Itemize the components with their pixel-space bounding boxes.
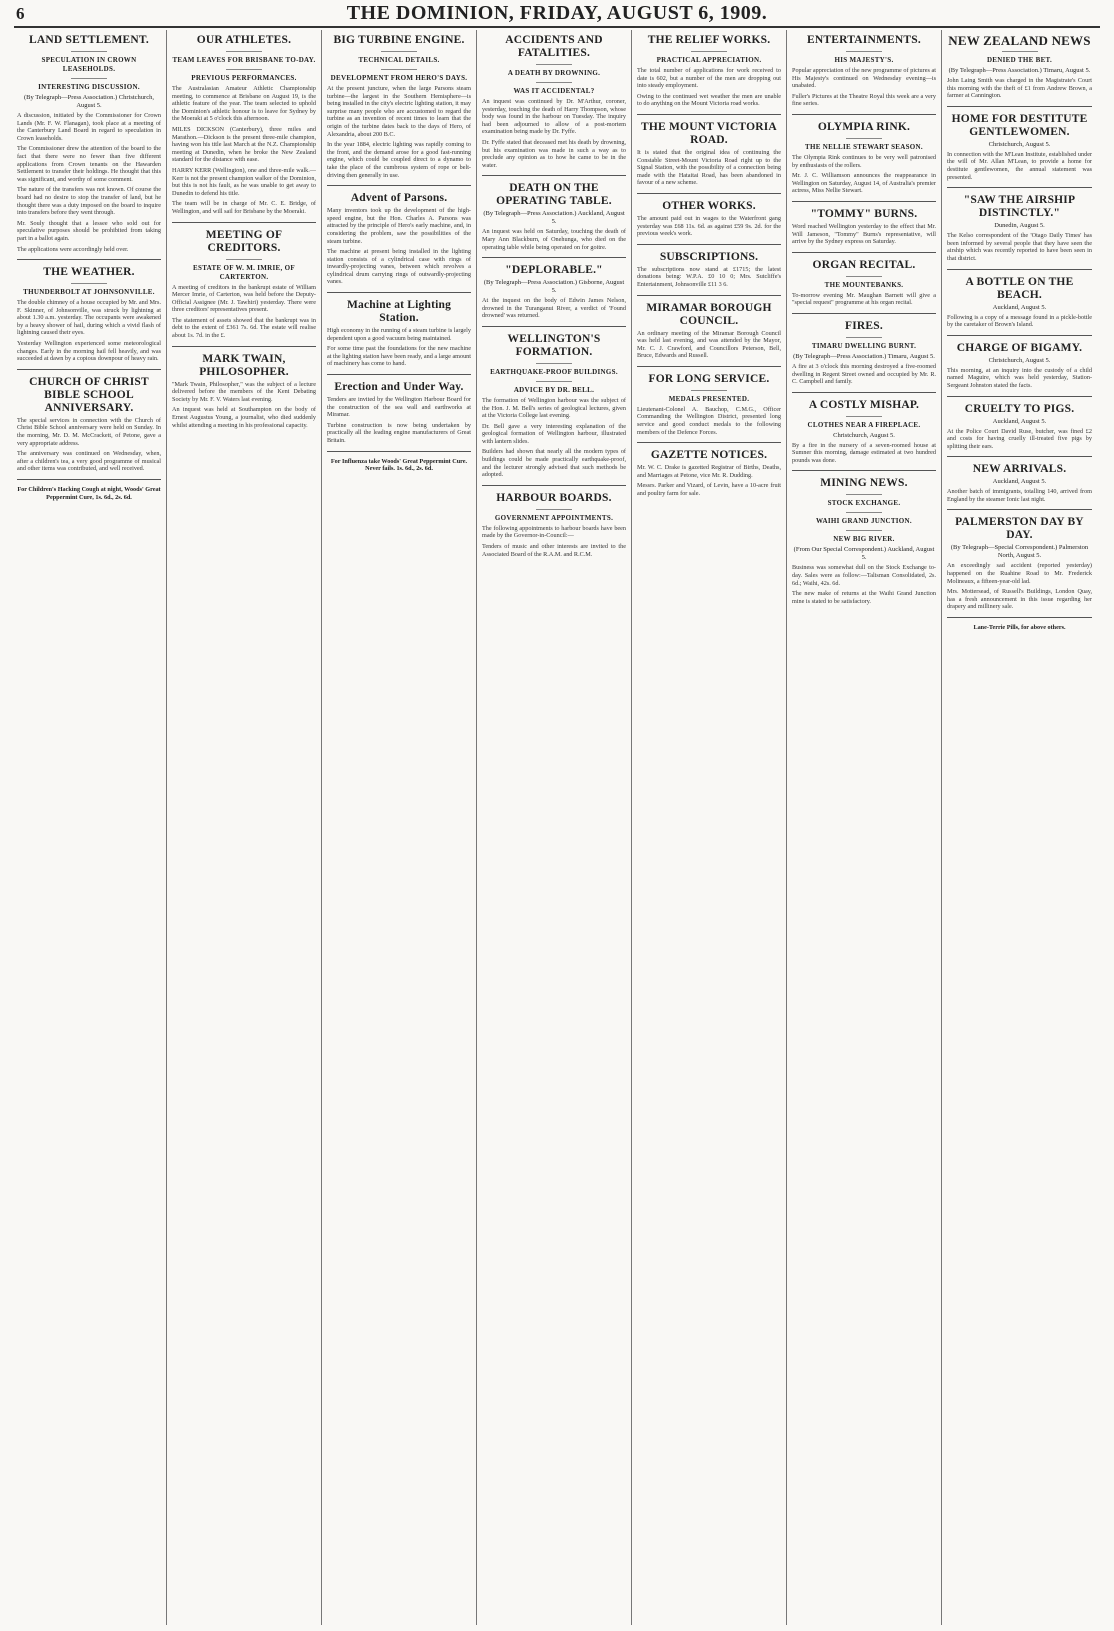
article-headline: HARBOUR BOARDS. [496,491,612,504]
article-paragraph: Lieutenant-Colonel A. Bauchop, C.M.G., Officer Commanding the Wellington District, presented long service and good conduct medals to the following members of the Defence Forces. [637,405,781,436]
article-subheading: STOCK EXCHANGE. [827,499,901,508]
article-headline: MINING NEWS. [820,477,908,490]
article-headline: Machine at Lighting Station. [346,299,452,325]
article-subheading: GOVERNMENT APPOINTMENTS. [494,513,614,522]
article-headline: OUR ATHLETES. [196,34,292,46]
article-paragraph: The Commissioner drew the attention of the board to the fact that there were no fewer than five different applications from Crown tenants on the Hawarden Settlement to transfer their holdings. He thought that this was significant, and worthy of some comment. [17,145,161,183]
article-paragraph: Another batch of immigrants, totalling 140, arrived from England by the steamer Ionic last night. [947,488,1092,503]
section-divider [17,369,161,370]
article-paragraph: The following appointments to harbour boards have been made by the Governor-in-Council:— [482,524,626,540]
section-divider [947,396,1092,397]
section-divider [637,244,781,245]
article-subheading: HIS MAJESTY'S. [834,56,894,64]
section-divider [327,374,471,375]
article-subheading: MEDALS PRESENTED. [668,394,750,403]
headline-rule [536,82,572,83]
article-paragraph: A discussion, initiated by the Commissioner for Crown Lands (Mr. F. W. Flanagan), took place at a meeting of the Canterbury Land Board in regard to speculation in Crown leaseholds. [17,112,161,142]
column-6 [787,30,942,1625]
article-paragraph: The special services in connection with the Church of Christ Bible School anniversary were held on Sunday. In the morning, Mr. D. M. McCrackett, of Petone, gave a very appropriate address. [17,416,161,447]
article-paragraph: This morning, at an inquiry into the custody of a child named Maguire, which was held yesterday, Station-Sergeant Johnston stated the facts. [947,366,1092,389]
article-paragraph: The machine at present being installed in the lighting station consists of a cylindrical case with rings of inwardly-projecting vanes, between which revolves a cylindrical drum carrying rings of outwardly-projecting vanes. [327,248,471,286]
article-headline: Erection and Under Way. [334,381,464,394]
column-2 [167,30,322,1625]
section-divider [17,259,161,260]
article-headline: THE MOUNT VICTORIA ROAD. [641,120,777,146]
headline-rule [691,390,727,391]
article-paragraph: The amount paid out in wages to the Waterfront gang yesterday was £68 11s. 6d. as against £59 9s. 2d. for the previous week's work. [637,214,781,238]
headline-rule [1002,51,1038,52]
article-headline: MIRAMAR BOROUGH COUNCIL. [646,301,772,327]
article-paragraph: The statement of assets showed that the bankrupt was in debt to the extent of £361 7s. 6d. The estate will realise about 1s. 7d. in the £. [172,316,316,340]
article-headline: "TOMMY" BURNS. [810,207,918,220]
article-paragraph: The Kelso correspondent of the 'Otago Daily Times' has been informed by several people that they have seen the airship which was recently reported to have been seen in that district. [947,232,1092,262]
headline-rule [536,363,572,364]
article-headline: CRUELTY TO PIGS. [964,402,1075,415]
article-subheading: ADVICE BY DR. BELL. [513,385,595,394]
article-dateline: Dunedin, August 5. [994,222,1045,230]
article-paragraph: The nature of the transfers was not known. Of course the board had no desire to stop the transfer of land, but he thought there was a duty imposed on the board to inquire into transfers before they went through. [17,186,161,217]
article-subheading: INTERESTING DISCUSSION. [38,83,140,91]
section-divider [947,335,1092,336]
headline-rule [846,416,882,417]
headline-rule [381,69,417,70]
column-7 [942,30,1097,1625]
section-divider [482,175,626,176]
footer-divider [17,479,161,480]
section-divider [947,106,1092,107]
article-headline: NEW ZEALAND NEWS [948,33,1091,48]
article-dateline: (From Our Special Correspondent.) Auckland, August 5. [793,546,935,562]
article-headline: ORGAN RECITAL. [812,258,916,271]
article-headline: FIRES. [845,319,883,332]
article-paragraph: The formation of Wellington harbour was the subject of the Hon. J. M. Bell's series of geological lectures, given at the Victoria College last evening. [482,396,626,420]
article-paragraph: Mr. Souly thought that a lessee who sold out for speculative purposes should be prohibited from taking part in a ballot again. [17,219,161,242]
headline-rule [71,78,107,79]
article-paragraph: Word reached Wellington yesterday to the effect that Mr. Will Jameson, "Tommy" Burns's representative, will arrive by the Sydney express on Saturday. [792,222,936,246]
headline-rule [536,64,572,65]
section-divider [792,392,936,393]
headline-rule [226,259,262,260]
headline-rule [536,381,572,382]
newspaper-title: THE DOMINION, FRIDAY, AUGUST 6, 1909. [346,2,768,24]
article-paragraph: Following is a copy of a message found in a pickle-bottle by the caretaker of Brown's Island. [947,313,1092,329]
article-paragraph: An ordinary meeting of the Miramar Borough Council was held last evening, and was attended by the Mayor, Mr. C. J. Crawford, and Councillors Peterson, Bell, Bruce, Edwards and Russell. [637,329,781,360]
article-paragraph: Mr. W. C. Drake is gazetted Registrar of Births, Deaths, and Marriages at Petone, vice Mr. R. Dudding. [637,464,781,479]
article-headline: THE WEATHER. [43,266,135,279]
article-subheading: DENIED THE BET. [986,56,1053,64]
columns [12,30,1102,1625]
article-subheading: PRACTICAL APPRECIATION. [656,56,762,64]
headline-rule [536,509,572,510]
headline-rule [846,276,882,277]
section-divider [637,442,781,443]
article-paragraph: Messrs. Parker and Vizard, of Levin, have a 10-acre fruit and poultry farm for sale. [637,482,781,498]
article-headline: PALMERSTON DAY BY DAY. [955,516,1084,542]
headline-rule [846,51,882,52]
article-subheading: NEW BIG RIVER. [833,535,895,544]
article-headline: OLYMPIA RINK. [817,120,911,133]
article-paragraph: At the present juncture, when the large Parsons steam turbine—the largest in the Southern Hemisphere—is being installed in the city's electric lighting station, it may surprise many people who are accustomed to regard the turbine as an invention of recent times to learn that the origin of the turbine dates back to the days of Hero, of Alexandria, about 200 B.C. [327,85,471,138]
article-dateline: (By Telegraph—Press Association.) Gisborne, August 5. [483,279,625,295]
article-paragraph: The new make of returns at the Waihi Grand Junction mine is stated to be satisfactory. [792,590,936,605]
section-divider [327,292,471,293]
article-subheading: DEVELOPMENT FROM HERO'S DAYS. [330,74,468,82]
article-headline: DEATH ON THE OPERATING TABLE. [496,182,612,208]
section-divider [792,313,936,314]
article-headline: A BOTTLE ON THE BEACH. [965,275,1074,301]
article-headline: BIG TURBINE ENGINE. [333,34,465,46]
article-dateline: Auckland, August 5. [992,417,1047,425]
column-1 [12,30,167,1625]
article-headline: GAZETTE NOTICES. [650,449,768,462]
article-headline: OTHER WORKS. [662,199,756,212]
article-paragraph: Owing to the continued wet weather the men are unable to do anything on the Mount Victoria road works. [637,92,781,108]
article-paragraph: To-morrow evening Mr. Maughan Barnett will give a "special request" programme at his organ recital. [792,291,936,307]
section-divider [792,201,936,202]
section-divider [482,485,626,486]
masthead [14,4,1100,28]
article-paragraph: An inquest was held at Southampton on the body of Ernest Augustus Young, a journalist, who died suddenly whilst attending a meeting in his professional capacity. [172,406,316,429]
headline-rule [691,51,727,52]
article-dateline: (By Telegraph—Special Correspondent.) Palmerston North, August 5. [950,544,1089,560]
article-headline: Advent of Parsons. [350,192,448,205]
section-divider [947,269,1092,270]
article-paragraph: Fuller's Pictures at the Theatre Royal this week are a very fine series. [792,92,936,108]
headline-rule [71,51,107,52]
article-subheading: SPECULATION IN CROWN LEASEHOLDS. [41,56,137,73]
article-paragraph: An inquest was held on Saturday, touching the death of Mary Ann Blackburn, of Onehunga, who died on the operating table while being operated on for goitre. [482,228,626,251]
page-number: 6 [16,4,25,23]
article-paragraph: The Olympia Rink continues to be very well patronised by enthusiasts of the rollers. [792,153,936,169]
article-dateline: Auckland, August 5. [992,303,1047,311]
article-headline: MARK TWAIN, PHILOSOPHER. [199,352,289,378]
footer-divider [947,617,1092,618]
section-divider [792,470,936,471]
article-paragraph: Popular appreciation of the new programme of pictures at His Majesty's continued on Wednesday evening—is unabated. [792,67,936,90]
section-divider [637,114,781,115]
article-headline: MEETING OF CREDITORS. [205,228,283,254]
article-paragraph: For some time past the foundations for the new machine at the lighting station have been ready, and a large amount of machinery has come to hand. [327,345,471,368]
column-4 [477,30,632,1625]
article-paragraph: The double chimney of a house occupied by Mr. and Mrs. F. Skinner, of Johnsonville, was struck by lightning at about 1.30 a.m. yesterday. The occupants were awakened by a heavy shower of hail, during which a vivid flash of lightning caused their eyes. [17,299,161,337]
article-subheading: WAIHI GRAND JUNCTION. [816,517,912,526]
article-dateline: (By Telegraph—Press Association.) Timaru, August 5. [793,352,935,360]
footer-divider [327,451,471,452]
headline-rule [846,494,882,495]
article-subheading: TIMARU DWELLING BURNT. [811,341,917,350]
headline-rule [226,69,262,70]
article-paragraph: By a fire in the nursery of a seven-roomed house at Sumner this morning, damage estimated at two hundred pounds was done. [792,441,936,464]
article-paragraph: Builders had shown that nearly all the modern types of buildings could be made practically earthquake-proof, and the lecturer strongly advised that such methods be adopted. [482,448,626,479]
article-paragraph: A fire at 3 o'clock this morning destroyed a five-roomed dwelling in Regent Street owned and occupied by Mr. R. C. Campbell and family. [792,362,936,386]
article-paragraph: MILES DICKSON (Canterbury), three miles and Marathon.—Dickson is the present three-mile champion, having won his title last March at the N.Z. Championship meeting at Dunedin, when he broke the New Zealand standard for the distance with ease. [172,125,316,164]
article-headline: CHARGE OF BIGAMY. [956,341,1083,354]
article-paragraph: In connection with the M'Lean Institute, established under the will of Mr. Allan M'Lean, to provide a home for destitute gentlewomen, the annual statement was presented. [947,150,1092,181]
section-divider [482,326,626,327]
headline-rule [381,51,417,52]
article-paragraph: A meeting of creditors in the bankrupt estate of William Mercer Imrie, of Carterton, was held before the Deputy-Official Assignee (Mr. J. Tawhiri) yesterday. There were three creditors' representatives present. [172,283,316,314]
section-divider [482,257,626,258]
article-headline: HOME FOR DESTITUTE GENTLEWOMEN. [951,112,1088,138]
article-paragraph: Many inventors took up the development of the high-speed engine, but the Hon. Charles A. Parsons was attracted by the principle of Hero's early machine, and, in considering the problem, saw the possibilities of the steam turbine. [327,207,471,245]
article-subheading: WAS IT ACCIDENTAL? [513,87,595,95]
article-paragraph: Dr. Bell gave a very interesting explanation of the geological formation of Wellington harbour, illustrated with lantern slides. [482,422,626,445]
advertisement-line: For Influenza take Woods' Great Peppermint Cure. Never fails. 1s. 6d., 2s. 6d. [330,457,468,473]
article-subheading: ESTATE OF W. M. IMRIE, OF CARTERTON. [193,263,295,281]
article-subheading: TEAM LEAVES FOR BRISBANE TO-DAY. [172,56,316,64]
article-subheading: THUNDERBOLT AT JOHNSONVILLE. [23,288,155,297]
article-dateline: Christchurch, August 5. [833,431,895,439]
article-paragraph: Yesterday Wellington experienced some meteorological changes. Early in the morning hail fell heavily, and was succeeded at dawn by a copious downpour of heavy rain. [17,340,161,363]
section-divider [327,185,471,186]
article-headline: CHURCH OF CHRIST BIBLE SCHOOL ANNIVERSARY. [29,375,149,414]
article-paragraph: The Australasian Amateur Athletic Championship meeting, to commence at Brisbane on August 19, is the athletic feature of the year. The team selected to uphold the Dominion's athletic honour is to leave for Sydney by the Moeraki at 5 o'clock this afternoon. [172,85,316,123]
article-paragraph: Tenders are invited by the Wellington Harbour Board for the construction of the sea wall and earthworks at Miramar. [327,396,471,419]
article-headline: ENTERTAINMENTS. [807,34,921,46]
article-paragraph: The subscriptions now stand at £1715; the latest donations being: W.P.A. £0 10 0; Mrs. Sutcliffe's Entertainment, Johnsonville £11 3 6. [637,265,781,288]
article-paragraph: High economy in the running of a steam turbine is largely dependent upon a good vacuum being maintained. [327,327,471,342]
section-divider [947,456,1092,457]
article-subheading: PREVIOUS PERFORMANCES. [191,74,297,82]
article-subheading: THE MOUNTEBANKS. [824,280,904,289]
headline-rule [846,138,882,139]
section-divider [792,252,936,253]
article-paragraph: Mr. J. C. Williamson announces the reappearance in Wellington on Saturday, August 14, of Australia's premier actress, Miss Nellie Stewart. [792,172,936,195]
article-paragraph: The applications were accordingly held over. [17,245,129,253]
article-dateline: Christchurch, August 5. [988,140,1051,148]
column-5 [632,30,787,1625]
article-subheading: TECHNICAL DETAILS. [358,56,440,64]
article-paragraph: At the Police Court David Ruse, butcher, was fined £2 and costs for having cruelly ill-treated five pigs by splitting their ears. [947,427,1092,450]
section-divider [947,509,1092,510]
article-paragraph: John Laing Smith was charged in the Magistrate's Court this morning with the theft of £1 from Andrew Brown, a farmer at Cannington. [947,77,1092,100]
article-paragraph: HARRY KERR (Wellington), one and three-mile walk.—Kerr is not the present champion walker of the Dominion, but this is not his fault, as he was unable to get away to Dunedin to defend his title. [172,166,316,197]
article-dateline: Auckland, August 5. [992,478,1047,486]
article-paragraph: The total number of applications for work received to date is 602, but a number of the men are dropping out into steady employment. [637,67,781,90]
article-dateline: Christchurch, August 5. [988,356,1051,364]
article-paragraph: Business was somewhat dull on the Stock Exchange to-day. Sales were as follow:—Talisman Consolidated, 2s. 6d.; Waihi, 42s. 6d. [792,564,936,587]
article-headline: SUBSCRIPTIONS. [659,250,759,263]
article-paragraph: At the inquest on the body of Edwin James Nelson, drowned in the Turanganui River, a verdict of 'Found drowned' was returned. [482,297,626,320]
section-divider [792,114,936,115]
advertisement-line: For Children's Hacking Cough at night, Woods' Great Peppermint Cure, 1s. 6d., 2s. 6d. [17,486,161,501]
headline-rule [846,337,882,338]
section-divider [637,295,781,296]
section-divider [947,187,1092,188]
section-divider [637,193,781,194]
headline-rule [846,512,882,513]
article-dateline: (By Telegraph—Press Association.) Christchurch, August 5. [24,94,154,109]
article-headline: FOR LONG SERVICE. [648,372,770,385]
article-headline: WELLINGTON'S FORMATION. [507,332,601,358]
article-paragraph: It is stated that the original idea of continuing the Constable Street-Mount Victoria Road right up to the Signal Station, with the possibility of a connection being made with the Hataitai Road, has been abandoned in favour of a new scheme. [637,148,781,187]
article-paragraph: An inquest was continued by Dr. M'Arthur, coroner, yesterday, touching the death of Harry Thompson, whose body was found in the harbour on Tuesday. The inquiry had been adjourned to allow of a post-mortem examination being made by Dr. Fyffe. [482,98,626,136]
article-paragraph: Tenders of music and other interests are invited to the Associated Board of the R.A.M. and R.C.M. [482,543,626,558]
article-headline: A COSTLY MISHAP. [808,398,920,411]
section-divider [637,366,781,367]
article-headline: LAND SETTLEMENT. [29,34,149,46]
article-paragraph: The team will be in charge of Mr. C. E. Bridge, of Wellington, and will sail for Brisbane by the Moeraki. [172,200,316,215]
advertisement-line: Lane-Terrie Pills, for above others. [973,624,1066,632]
article-subheading: A DEATH BY DROWNING. [507,69,601,77]
article-subheading: THE NELLIE STEWART SEASON. [805,142,923,151]
article-paragraph: An exceedingly sad accident (reported yesterday) happened on the Ruahine Road to Mr. Frederick Molineaux, a fifteen-year-old lad. [947,562,1092,585]
article-headline: NEW ARRIVALS. [972,463,1067,476]
headline-rule [71,283,107,284]
article-paragraph: In the year 1884, electric lighting was rapidly coming to the front, and the demand arose for a good fast-running engine, which could be coupled direct to a dynamo to take the place of the cumbrous system of rope or belt-driving then generally in use. [327,141,471,179]
article-dateline: (By Telegraph—Press Association.) Timaru, August 5. [948,67,1091,74]
article-headline: ACCIDENTS AND FATALITIES. [505,34,603,59]
article-paragraph: Dr. Fyffe stated that deceased met his death by drowning, but his examination was made in such a way as to preclude any opinion as to how he came to be in the water. [482,138,626,169]
article-headline: "DEPLORABLE." [505,264,603,277]
headline-rule [226,51,262,52]
headline-rule [846,530,882,531]
article-headline: THE RELIEF WORKS. [647,34,771,46]
article-headline: "SAW THE AIRSHIP DISTINCTLY." [963,194,1076,220]
section-divider [172,222,316,223]
article-paragraph: "Mark Twain, Philosopher," was the subject of a lecture delivered before the members of the Kent Debating Society by Mr. F. V. Waters last evening. [172,380,316,403]
section-divider [172,346,316,347]
article-paragraph: The anniversary was continued on Wednesday, when, after a children's tea, a very good programme of musical and other items was contributed, and well received. [17,450,161,473]
article-paragraph: Turbine construction is now being undertaken by practically all the leading engine manufacturers of Great Britain. [327,421,471,444]
column-3 [322,30,477,1625]
article-subheading: CLOTHES NEAR A FIREPLACE. [807,420,921,429]
article-subheading: EARTHQUAKE-PROOF BUILDINGS. [490,367,618,376]
article-paragraph: Mrs. Mottersead, of Russell's Buildings, London Quay, has a fresh announcement in this issue regarding her drapery and millinery sale. [947,588,1092,611]
article-dateline: (By Telegraph—Press Association.) Auckland, August 5. [483,210,625,226]
